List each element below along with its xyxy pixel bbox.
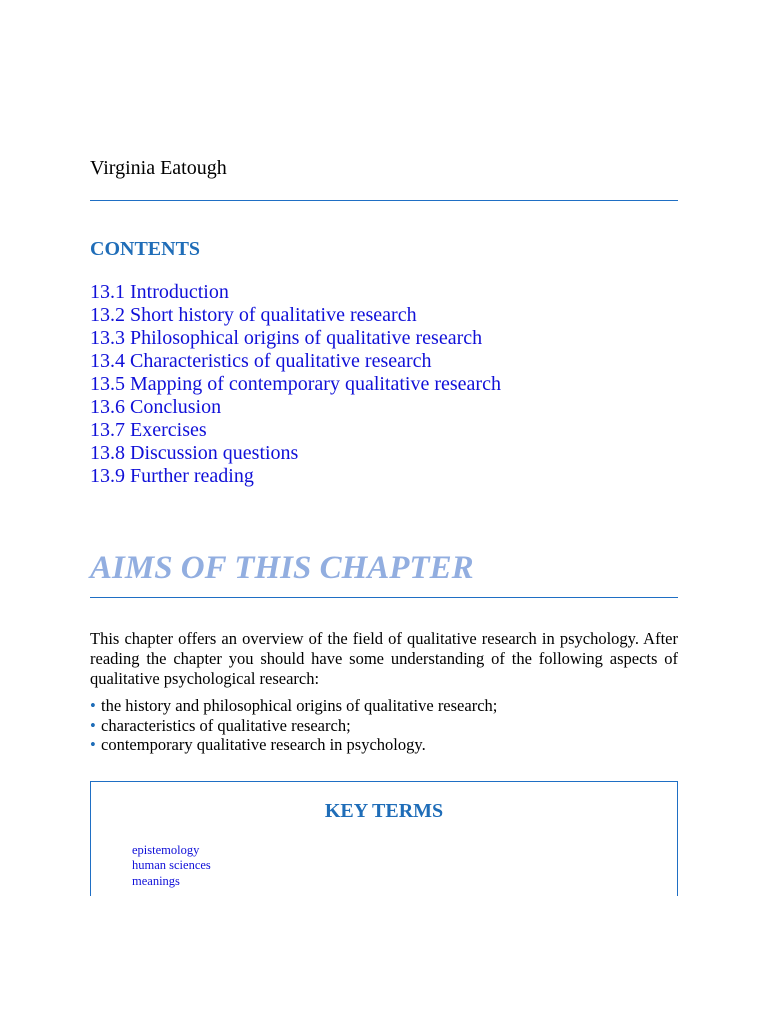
key-term-epistemology[interactable]: epistemology: [132, 843, 200, 857]
bullet-icon: •: [90, 696, 96, 715]
divider-top: [90, 200, 678, 201]
divider-aims: [90, 597, 678, 598]
toc-link-mapping[interactable]: 13.5 Mapping of contemporary qualitative research: [90, 373, 501, 395]
bullet-icon: •: [90, 715, 96, 735]
key-term-human-sciences[interactable]: human sciences: [132, 858, 211, 873]
list-item: [90, 716, 497, 736]
list-item-text: characteristics of qualitative research;: [101, 715, 351, 735]
aims-intro-paragraph: This chapter offers an overview of the field of qualitative research in psychology. After reading the chapter you should have some understanding of the following aspects of qualitative psychological research:: [90, 629, 678, 688]
contents-heading: CONTENTS: [90, 238, 201, 260]
list-item: [90, 735, 497, 755]
toc-link-philosophical-origins[interactable]: 13.3 Philosophical origins of qualitative research: [90, 327, 483, 349]
key-terms-box: [90, 781, 678, 896]
aims-bullet-list: [90, 696, 497, 755]
toc-link-exercises[interactable]: 13.7 Exercises: [90, 419, 207, 441]
toc-link-further-reading[interactable]: 13.9 Further reading: [90, 465, 254, 487]
key-terms-heading: KEY TERMS: [324, 800, 444, 822]
bullet-icon: •: [90, 735, 96, 755]
list-item: [90, 696, 497, 716]
list-item-text: contemporary qualitative research in psychology.: [101, 735, 426, 755]
toc-link-discussion-questions[interactable]: 13.8 Discussion questions: [90, 442, 299, 464]
toc-link-characteristics[interactable]: 13.4 Characteristics of qualitative research: [90, 350, 432, 372]
toc-link-conclusion[interactable]: 13.6 Conclusion: [90, 396, 222, 418]
table-of-contents: [90, 281, 501, 488]
author-name: Virginia Eatough: [90, 157, 227, 179]
list-item-text: the history and philosophical origins of qualitative research;: [101, 696, 498, 715]
key-terms-list: [132, 843, 211, 889]
aims-heading: AIMS OF THIS CHAPTER: [90, 550, 474, 586]
toc-link-short-history[interactable]: 13.2 Short history of qualitative research: [90, 304, 417, 326]
key-term-meanings[interactable]: meanings: [132, 873, 180, 888]
toc-link-introduction[interactable]: 13.1 Introduction: [90, 281, 229, 303]
